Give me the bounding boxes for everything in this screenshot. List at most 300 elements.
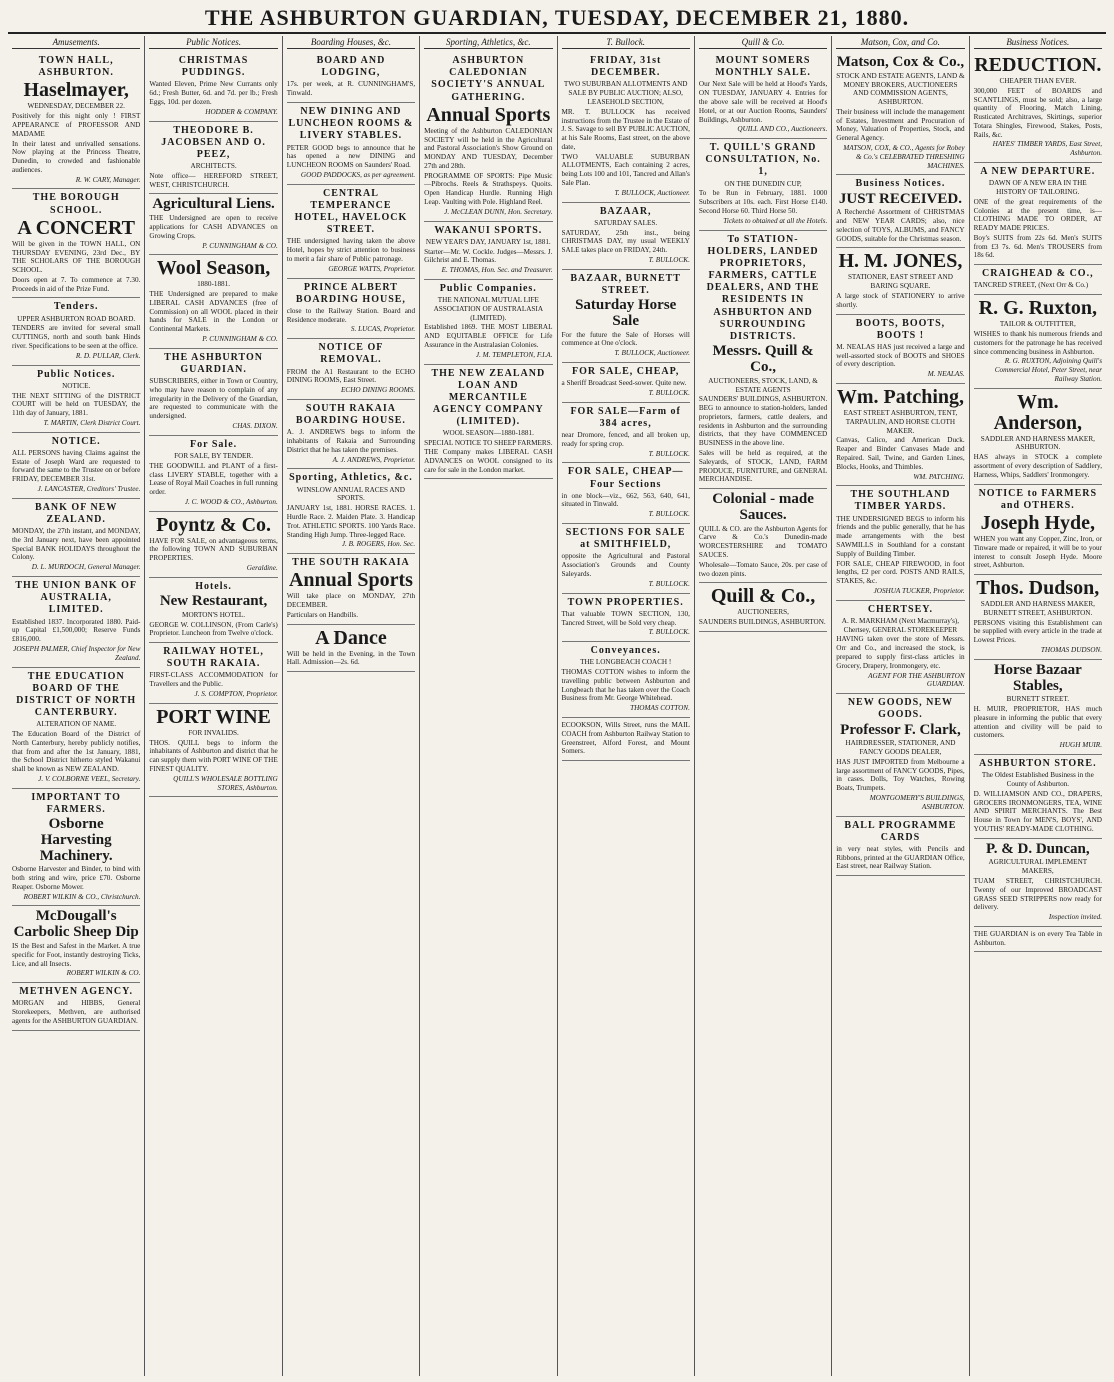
advertisement xyxy=(974,389,1102,485)
advertisement xyxy=(149,436,277,512)
ad-signature: ROBERT WILKIN & CO., Christchurch. xyxy=(23,892,141,901)
ad-signature: ECHO DINING ROOMS. xyxy=(341,386,416,395)
advertisement xyxy=(424,222,552,280)
ad-tail: Doors open at 7. To commence at 7.30. Proceeds in aid of the Prize Fund. xyxy=(12,275,141,293)
ad-title: BAZAAR, BURNETT STREET. xyxy=(570,272,681,296)
ad-signature: MATSON, COX, & CO., Agents for Robey & Co.'s CELEBRATED THRESHING MACHINES. xyxy=(843,144,965,170)
ad-signature: HAYES' TIMBER YARDS, East Street, Ashburton. xyxy=(992,140,1102,158)
ad-title: FOR SALE, CHEAP, xyxy=(572,365,680,377)
column-heading: T. Bullock. xyxy=(562,36,690,49)
ad-body: Our Next Sale will be held at Hood's Yards, ON TUESDAY, JANUARY 4. Entries for the above sale will be received at Hood's Hotel, or at our Auction Rooms, Saunders' Buildings, Ashburton. xyxy=(698,80,828,124)
ad-body: GEORGE W. COLLINSON, (From Carle's) Proprietor. Luncheon from Twelve o'clock. xyxy=(149,620,278,638)
ad-body: A Recherché Assortment of CHRISTMAS and NEW YEAR CARDS; also, nice selection of TOYS, ALBUMS, and FANCY GOODS, suitable for the Christmas season. xyxy=(836,208,965,243)
advertisement xyxy=(699,52,827,139)
advertisement xyxy=(287,400,415,470)
ad-body: ECOOKSON, Wills Street, runs the MAIL COACH from Ashburton Railway Station to Greenstreet, Alford Forest, and Mount Somers. xyxy=(561,720,690,756)
ad-body: WHEN you want any Copper, Zinc, Iron, or Tinware made or repaired, it will be to your interest to consult Joseph Hyde. Moore street, Ashburton. xyxy=(973,534,1102,570)
ad-display-heading: Horse Bazaar Stables, xyxy=(993,661,1082,694)
ad-signature: D. L. MURDOCH, General Manager. xyxy=(31,563,141,572)
ad-tail: TWO VALUABLE SUBURBAN ALLOTMENTS, Each containing 2 acres, being Lots 100 and 101, Tancred and Allan's Sale Plan. xyxy=(561,152,690,187)
advertisement xyxy=(149,512,277,578)
ad-display-heading: Thos. Dudson, xyxy=(976,577,1100,600)
ad-subheading: ARCHITECTS. xyxy=(190,162,237,171)
column-heading: Public Notices. xyxy=(149,36,277,49)
ad-body: HAS JUST IMPORTED from Melbourne a large assortment of FANCY GOODS, Pipes, in cases. Dolls, Toy Watches, Rowing Boats, Trumpets. xyxy=(836,757,965,793)
ad-title: TOWN PROPERTIES. xyxy=(567,596,684,608)
advertisement xyxy=(836,315,964,385)
ad-body: HAS always in STOCK a complete assortment of every description of Saddlery, Harness, Whips, Saddlers' Ironmongery. xyxy=(973,453,1102,479)
ad-body: A. J. ANDREWS begs to inform the inhabitants of Rakaia and Surrounding District that he has taken the premises. xyxy=(286,428,416,454)
advertisement xyxy=(424,365,552,480)
ad-signature: T. MARTIN, Clerk District Court. xyxy=(43,418,141,427)
ad-signature: R. D. PULLAR, Clerk. xyxy=(75,351,141,360)
ad-title: ASHBURTON STORE. xyxy=(979,757,1097,769)
ad-body: For the future the Sale of Horses will commence at One o'clock. xyxy=(561,330,690,348)
advertisement xyxy=(12,52,140,189)
advertisement xyxy=(287,103,415,185)
ad-title: SOUTH RAKAIA BOARDING HOUSE. xyxy=(295,402,406,427)
advertisement xyxy=(974,163,1102,265)
ad-display-heading: A Dance xyxy=(315,626,387,649)
advertisement xyxy=(699,583,827,632)
ad-subheading: SADDLER AND HARNESS MAKER, BURNETT STREET, ASHBURTON. xyxy=(980,600,1095,617)
ad-display-heading: Professor F. Clark, xyxy=(840,721,961,738)
ad-subheading: A. R. MARKHAM (Next Macmurray's), Chertsey, GENERAL STOREKEEPER xyxy=(841,616,960,634)
ad-body: in one block—viz., 662, 563, 640, 641, situated in Tinwald. xyxy=(561,491,690,509)
column-4 xyxy=(420,36,557,1376)
ad-body: ONE of the great requirements of the Colonies at the present time, is— CLOTHING MADE TO ORDER, AT READY MADE PRICES. xyxy=(973,197,1102,233)
ad-body: Will be held in the Evening, in the Town Hall. Admission—2s. 6d. xyxy=(286,649,416,667)
advertisement xyxy=(562,203,690,270)
ad-title: BOOTS, BOOTS, BOOTS ! xyxy=(855,317,946,341)
ad-body: THE undersigned having taken the above Hotel, hopes by strict attention to business to merit a fair share of Public patronage. xyxy=(286,237,416,263)
ad-body: Osborne Harvester and Binder, to bind with both string and wire, price £70. Osborne Reaper. Osborne Mower. xyxy=(12,865,141,891)
ad-signature: R. G. RUXTON, Adjoining Quill's Commercial Hotel, Peter Street, near Railway Station. xyxy=(994,357,1102,383)
ad-tail: In their latest and unrivalled sensations. Now playing at the Princess Theatre, Dunedin, to crowded and fashionable audiences. xyxy=(12,139,141,174)
ad-display-heading: Haselmayer, xyxy=(23,79,129,102)
ad-title: CRAIGHEAD & CO., xyxy=(982,268,1094,280)
ad-body: 300,000 FEET of BOARDS and SCANTLINGS, must be sold; also, a large quantity of Flooring, Match Lining, Rusticated Architraves, Skirtings, superior Totara Shingles, Firewood, Stakes, Posts, Rails, &c. xyxy=(973,86,1102,139)
ad-title: MOUNT SOMERS MONTHLY SALE. xyxy=(715,55,811,79)
ad-body: D. WILLIAMSON AND CO., DRAPERS, GROCERS IRONMONGERS, TEA, WINE AND SPIRIT MERCHANTS. The Best House in Town for MEN'S, BOYS', AND YOUTHS' READY-MADE CLOTHING. xyxy=(973,789,1102,833)
ad-signature: GEORGE WATTS, Proprietor. xyxy=(328,264,416,273)
ad-title: THE SOUTHLAND TIMBER YARDS. xyxy=(850,489,951,513)
advertisement xyxy=(836,52,964,175)
ad-body: SUBSCRIBERS, either in Town or Country, who may have reason to complain of any irregularity in the Delivery of the Guardian, are requested to communicate with the undersigned. xyxy=(149,377,278,421)
advertisement xyxy=(12,499,140,577)
ad-title: NOTICE. xyxy=(51,435,101,447)
ad-title: THEODORE B. JACOBSEN AND O. PEEZ, xyxy=(161,124,266,160)
ad-body: FROM the A1 Restaurant to the ECHO DINING ROOMS, East Street. xyxy=(286,367,416,385)
columns-container xyxy=(8,36,1106,1376)
ad-title: Hotels. xyxy=(195,580,232,592)
ad-body: JANUARY 1st, 1881. HORSE RACES. 1. Hurdle Race. 2. Maiden Plate. 3. Handicap Trot. ATHLETIC SPORTS. 100 Yards Race. Standing High Jump. Three-legged Race. xyxy=(286,504,416,539)
ad-subheading: WOOL SEASON—1880-1881. xyxy=(442,429,534,438)
ad-display-heading: Quill & Co., xyxy=(710,585,816,608)
ad-subheading: NEW YEAR'S DAY, JANUARY 1st, 1881. xyxy=(425,237,551,246)
ad-display-heading: P. & D. Duncan, xyxy=(985,840,1090,857)
ad-title: A NEW DEPARTURE. xyxy=(980,166,1096,178)
advertisement xyxy=(836,486,964,600)
advertisement xyxy=(12,906,140,983)
advertisement xyxy=(287,279,415,340)
advertisement xyxy=(974,485,1102,576)
advertisement xyxy=(974,575,1102,660)
advertisement xyxy=(974,265,1102,295)
advertisement xyxy=(562,594,690,643)
ad-subheading: SATURDAY SALES. xyxy=(594,218,658,227)
advertisement xyxy=(699,489,827,583)
ad-body: TANCRED STREET, (Next Orr & Co.) xyxy=(973,281,1089,290)
ad-signature: HODDER & COMPANY. xyxy=(205,107,278,116)
ad-title: THE ASHBURTON GUARDIAN. xyxy=(164,351,263,375)
ad-display-heading: Osborne Harvesting Machinery. xyxy=(39,816,113,864)
ad-title: Public Companies. xyxy=(439,282,537,294)
ad-signature: HUGH MUIR. xyxy=(1059,741,1102,750)
ad-display-heading: Joseph Hyde, xyxy=(980,511,1096,534)
ad-signature: T. BULLOCK. xyxy=(648,579,690,588)
ad-title: Public Notices. xyxy=(37,368,116,380)
ad-tail: Boy's SUITS from 22s 6d. Men's SUITS from £3 7s. 6d. Men's TROUSERS from 18s 6d. xyxy=(973,233,1102,260)
ad-signature: J. M. TEMPLETON, F.I.A. xyxy=(475,350,553,359)
advertisement xyxy=(287,554,415,625)
ad-body: 17s. per week, at R. CUNNINGHAM'S, Tinwald. xyxy=(286,80,416,98)
ad-title: ASHBURTON CALEDONIAN SOCIETY'S ANNUAL GATHERING. xyxy=(431,55,546,103)
ad-title: THE SOUTH RAKAIA xyxy=(292,557,410,569)
ad-title: CENTRAL TEMPERANCE HOTEL, HAVELOCK STREET. xyxy=(294,187,408,236)
ad-body: TUAM STREET, CHRISTCHURCH. Twenty of our Improved BROADCAST GRASS SEED STRIPPERS now ready for delivery. xyxy=(973,876,1102,912)
ad-display-heading: JUST RECEIVED. xyxy=(838,190,962,207)
ad-display-heading: Annual Sports xyxy=(426,103,551,126)
ad-body: THE Undersigned are open to receive applications for CASH ADVANCES on Growing Crops. xyxy=(149,214,278,240)
ad-title: Sporting, Athletics, &c. xyxy=(289,472,413,484)
ad-signature: P. CUNNINGHAM & CO. xyxy=(202,334,278,343)
ad-title: BALL PROGRAMME CARDS xyxy=(844,819,957,843)
ad-subheading: STOCK AND ESTATE AGENTS, LAND & MONEY BROKERS, AUCTIONEERS AND COMMISSION AGENTS, ASHBURTON. xyxy=(836,71,965,107)
column-7 xyxy=(832,36,969,1376)
ad-body: THE NEXT SITTING of the DISTRICT COURT will be held on TUESDAY, the 11th day of January, 1881. xyxy=(12,391,141,418)
ad-body: To be Run in February, 1881. 1000 Subscribers at 10s. each. First Horse £140. Second Horse 60. Third Horse 50. xyxy=(698,189,828,215)
advertisement xyxy=(12,668,140,789)
advertisement xyxy=(287,185,415,279)
ad-signature: T. BULLOCK. xyxy=(648,388,690,397)
ad-body: Wanted Eleven, Prime New Currants only 6d.; Fresh Butter, 6d. and 7d. per lb.; Fresh Eggs, 10d. per dozen. xyxy=(149,80,278,106)
advertisement xyxy=(562,463,690,524)
ad-title: Conveyances. xyxy=(590,645,661,657)
ad-body: MONDAY, the 27th instant, and MONDAY, the 3rd January next, have been appointed Special BANK HOLIDAYS throughout the Colony. xyxy=(12,527,141,562)
ad-signature: Tickets to obtained at all the Hotels. xyxy=(723,216,828,225)
ad-body: THE UNDERSIGNED BEGS to inform his friends and the public generally, that he has made arrangements with the best SAWMILLS in Southland for a constant Supply of Building Timber. xyxy=(836,514,965,558)
advertisement xyxy=(149,194,277,255)
ad-signature: T. BULLOCK, Auctioneer. xyxy=(614,349,690,358)
ad-subheading: AGRICULTURAL IMPLEMENT MAKERS, xyxy=(988,858,1088,876)
ad-signature: T. BULLOCK. xyxy=(648,449,690,458)
ad-signature: S. LUCAS, Proprietor. xyxy=(350,325,416,334)
advertisement xyxy=(562,718,690,761)
advertisement xyxy=(12,577,140,667)
advertisement xyxy=(424,280,552,365)
ad-body: Will take place on MONDAY, 27th DECEMBER. xyxy=(286,592,416,610)
advertisement xyxy=(836,384,964,486)
ad-subheading: AUCTIONEERS, STOCK, LAND, & ESTATE AGENTS xyxy=(708,376,818,394)
advertisement xyxy=(12,983,140,1031)
ad-body: HAVING taken over the store of Messrs. Orr and Co., and increased the stock, is prepared to supply first-class articles in Grocery, Drapery, Ironmongery, etc. xyxy=(836,635,965,670)
advertisement xyxy=(974,52,1102,163)
column-8 xyxy=(970,36,1106,1376)
ad-title: BANK OF NEW ZEALAND. xyxy=(35,501,118,525)
ad-subheading: The Oldest Established Business in the County of Ashburton. xyxy=(981,771,1094,788)
ad-body: QUILL & CO. are the Ashburton Agents for Carve & Co.'s Dunedin-made WORCESTERSHIRE and TOMATO SAUCES. xyxy=(698,524,828,559)
ad-display-heading: Wool Season, xyxy=(156,257,271,280)
ad-subheading: STATIONER, EAST STREET AND BARING SQUARE. xyxy=(847,273,953,291)
ad-title: IMPORTANT TO FARMERS. xyxy=(31,791,121,815)
ad-title: To STATION-HOLDERS, LANDED PROPRIETORS, FARMERS, CATTLE DEALERS, AND THE RESIDENTS IN ASHBURTON AND SURROUNDING DISTRICTS. xyxy=(706,233,820,343)
ad-title: NOTICE OF REMOVAL. xyxy=(318,342,384,366)
ad-display-heading: A CONCERT xyxy=(17,216,136,239)
ad-display-heading: PORT WINE xyxy=(156,705,271,728)
ad-title: THE NEW ZEALAND LOAN AND MERCANTILE AGENCY COMPANY (LIMITED). xyxy=(431,367,546,428)
advertisement xyxy=(287,469,415,554)
ad-signature: QUILL'S WHOLESALE BOTTLING STORES, Ashburton. xyxy=(173,774,278,792)
advertisement xyxy=(149,52,277,122)
ad-signature: J. McCLEAN DUNN, Hon. Secretary. xyxy=(444,207,553,216)
ad-body: Will be given in the TOWN HALL, ON THURSDAY EVENING, 23rd Dec., BY THE SCHOLARS OF THE BOROUGH SCHOOL. xyxy=(12,239,141,275)
advertisement xyxy=(974,839,1102,927)
ad-body: PETER GOOD begs to announce that he has opened a new DINING and LUNCHEON ROOMS on Saunders' Road. xyxy=(286,143,416,170)
ad-title: T. QUILL'S GRAND CONSULTATION, No. 1, xyxy=(705,142,821,178)
ad-title: FRIDAY, 31st DECEMBER. xyxy=(590,55,662,79)
ad-subheading: THE NATIONAL MUTUAL LIFE ASSOCIATION OF AUSTRALASIA (LIMITED). xyxy=(433,296,544,322)
ad-body: a Sheriff Broadcast Seed-sower. Quite new. xyxy=(561,379,687,388)
ad-subheading: EAST STREET ASHBURTON, TENT, TARPAULIN, AND HORSE CLOTH MAKER. xyxy=(843,409,958,435)
ad-display-heading: Poyntz & Co. xyxy=(156,513,272,536)
ad-signature: AGENT FOR THE ASHBURTON GUARDIAN. xyxy=(868,671,965,689)
ad-title: NEW DINING AND LUNCHEON ROOMS & LIVERY STABLES. xyxy=(288,105,414,142)
ad-body: Meeting of the Ashburton CALEDONIAN SOCIETY will be held in the Agricultural and Pastoral Association's Show Ground on MONDAY AND TUESDAY, December 27th and 28th. xyxy=(424,126,553,170)
ad-display-heading: Wm. Anderson, xyxy=(993,390,1082,434)
ad-signature: JOSHUA TUCKER, Proprietor. xyxy=(873,586,965,595)
advertisement xyxy=(974,755,1102,839)
ad-signature: ROBERT WILKIN & CO. xyxy=(66,969,141,978)
ad-subheading: AUCTIONEERS, xyxy=(737,608,789,617)
ad-title: CHRISTMAS PUDDINGS. xyxy=(178,55,249,79)
ad-title: NOTICE to FARMERS and OTHERS. xyxy=(978,487,1098,511)
ad-subheading: SADDLER AND HARNESS MAKER, ASHBURTON. xyxy=(980,434,1095,452)
ad-subheading: NOTICE. xyxy=(62,381,91,390)
ad-body: near Dromore, fenced, and all broken up, ready for spring crop. xyxy=(561,430,690,448)
ad-display-heading: New Restaurant, xyxy=(159,593,268,609)
ad-display-heading: REDUCTION. xyxy=(974,54,1102,76)
column-6 xyxy=(695,36,832,1376)
advertisement xyxy=(287,339,415,400)
ad-body: HAVE FOR SALE, on advantageous terms, the following TOWN AND SUBURBAN PROPERTIES. xyxy=(149,536,278,563)
advertisement xyxy=(699,231,827,490)
column-heading: Matson, Cox, and Co. xyxy=(836,36,964,49)
ad-title: CHERTSEY. xyxy=(867,603,934,615)
ad-body: A large stock of STATIONERY to arrive shortly. xyxy=(836,291,965,309)
ad-signature: T. BULLOCK. xyxy=(648,510,690,519)
advertisement xyxy=(287,625,415,673)
ad-body: Established 1869. THE MOST LIBERAL AND EQUITABLE OFFICE for Life Assurance in the Australasian Colonies. xyxy=(424,323,553,349)
ad-body: SATURDAY, 25th inst., being CHRISTMAS DAY, my usual WEEKLY SALE takes place on FRIDAY, 24th. xyxy=(561,228,690,255)
ad-body: Positively for this night only ! FIRST APPEARANCE of PROFESSOR AND MADAME xyxy=(12,112,141,138)
ad-title: Tenders. xyxy=(53,301,99,313)
ad-body: SAUNDERS' BUILDINGS, ASHBURTON. BEG to announce to station-holders, landed proprietors, farmers, cattle dealers, and residents in Ashburton and the surrounding districts, that they have COMMENCED BUSINESS in the above line. xyxy=(698,395,828,448)
ad-body: MR. T. BULLOCK has received instructions from the Trustee in the Estate of J. S. Savage to sell BY PUBLIC AUCTION, at his Sale Rooms, East street, on the above date, xyxy=(561,107,690,151)
advertisement xyxy=(12,366,140,433)
ad-subheading: UPPER ASHBURTON ROAD BOARD. xyxy=(17,314,136,323)
advertisement xyxy=(562,403,690,464)
advertisement xyxy=(12,433,140,499)
ad-subheading: DAWN OF A NEW ERA IN THE HISTORY OF TAILORING. xyxy=(988,179,1087,196)
ad-display-heading: McDougall's Carbolic Sheep Dip xyxy=(13,908,139,941)
ad-body: That valuable TOWN SECTION, 130, Tancred Street, will be Sold very cheap. xyxy=(561,609,690,627)
ad-title: SECTIONS FOR SALE at SMITHFIELD, xyxy=(565,527,686,551)
ad-signature: J. C. WOOD & CO., Ashburton. xyxy=(184,497,278,506)
ad-tail: PROGRAMME OF SPORTS: Pipe Music—Pibrochs. Reels & Strathspeys. Quoits. Open Handicap Hurdle. Running High Leap. Vaulting with Pole. Highland Reel. xyxy=(424,171,553,206)
ad-body: THOMAS COTTON wishes to inform the travelling public between Ashburton and Longbeach that he has taken over the Coach Business from Mr. George Whitehead. xyxy=(561,668,690,703)
ad-signature: T. BULLOCK, Auctioneer. xyxy=(614,188,690,197)
advertisement xyxy=(12,298,140,365)
ad-body: Note office— HEREFORD STREET, WEST, CHRISTCHURCH. xyxy=(149,171,278,189)
column-heading: Quill & Co. xyxy=(699,36,827,49)
ad-body: Canvas, Calico, and American Duck. Reaper and Binder Canvases Made and Repaired. Sail, Twine, and Garden Lines, Blocks, Hooks, and Thimbles. xyxy=(836,436,965,471)
ad-body: THE GUARDIAN is on every Tea Table in Ashburton. xyxy=(973,929,1102,947)
ad-title: METHVEN AGENCY. xyxy=(19,986,133,998)
ad-display-heading: Saturday Horse Sale xyxy=(575,297,677,329)
ad-body: The Education Board of the District of North Canterbury, hereby publicly notifies, that from and after the 1st January, 1881, the School District hitherto styled Wakanui shall be known as NEW ZEALAND. xyxy=(12,730,141,774)
ad-body: opposite the Agricultural and Pastoral Association's Grounds and County Saleyards. xyxy=(561,552,690,578)
ad-title: THE EDUCATION BOARD OF THE DISTRICT OF NORTH CANTERBURY. xyxy=(16,670,137,719)
ad-subheading: BURNETT STREET. xyxy=(1006,695,1070,704)
ad-tail: Particulars on Handbills. xyxy=(286,610,359,619)
ad-signature: T. BULLOCK. xyxy=(648,628,690,637)
ad-signature: THOMAS COTTON. xyxy=(630,704,690,713)
advertisement xyxy=(12,789,140,907)
ad-subheading: WEDNESDAY, DECEMBER 22. xyxy=(27,102,125,111)
column-heading: Amusements. xyxy=(12,36,140,49)
ad-signature: GOOD PADDOCKS, as per agreement. xyxy=(300,170,416,179)
advertisement xyxy=(424,52,552,222)
advertisement xyxy=(149,122,277,195)
ad-signature: A. J. ANDREWS, Proprietor. xyxy=(332,455,416,464)
advertisement xyxy=(562,363,690,403)
column-1 xyxy=(8,36,145,1376)
ad-signature: Inspection invited. xyxy=(1048,913,1102,922)
ad-body: TENDERS are invited for several small CUTTINGS, north and south bank Hinds river. Specifications to be seen at the office. xyxy=(12,324,141,350)
ad-body: in very neat styles, with Pencils and Ribbons, printed at the GUARDIAN Office, East street, near Railway Station. xyxy=(836,844,965,871)
ad-subheading: FOR INVALIDS. xyxy=(188,728,239,737)
ad-signature: MONTGOMERY'S BUILDINGS, ASHBURTON. xyxy=(869,793,965,811)
advertisement xyxy=(974,660,1102,755)
ad-signature: J. V. COLBORNE VEEL, Secretary. xyxy=(38,774,141,783)
advertisement xyxy=(149,704,277,797)
ad-tail: Wholesale—Tomato Sauce, 20s. per case of two dozen pints. xyxy=(698,560,828,578)
ad-display-heading: Matson, Cox & Co., xyxy=(836,54,965,70)
ad-body: close to the Railway Station. Board and Residence moderate. xyxy=(286,306,416,324)
column-2 xyxy=(145,36,282,1376)
ad-tail: Sales will be held as required, at the Saleyards, of STOCK, LAND, FARM PRODUCE, FURNITURE, and GENERAL MERCHANDISE. xyxy=(698,448,828,484)
advertisement xyxy=(149,578,277,643)
advertisement xyxy=(562,642,690,718)
ad-subheading: FOR SALE, BY TENDER. xyxy=(174,452,253,460)
ad-signature: J. LANCASTER, Creditors' Trustee. xyxy=(37,484,141,493)
advertisement xyxy=(287,52,415,103)
advertisement xyxy=(836,248,964,314)
ad-display-heading: Agricultural Liens. xyxy=(152,196,275,213)
ad-title: FOR SALE—Farm of 384 acres, xyxy=(570,405,681,429)
advertisement xyxy=(836,601,964,694)
ad-body: PERSONS visiting this Establishment can be supplied with every article in the trade at Lowest Prices. xyxy=(973,618,1102,645)
ad-title: TOWN HALL, ASHBURTON. xyxy=(38,55,114,79)
ad-signature: M. NEALAS. xyxy=(927,370,965,379)
ad-display-heading: R. G. Ruxton, xyxy=(978,297,1097,320)
advertisement xyxy=(149,349,277,436)
ad-body: MORGAN and HIBBS, General Storekeepers, Methven, are authorised agents for the ASHBURTON GUARDIAN. xyxy=(12,999,141,1025)
ad-display-heading: H. M. JONES, xyxy=(838,250,963,273)
advertisement xyxy=(149,643,277,704)
ad-body: H. MUIR, PROPRIETOR, HAS much pleasure in informing the public that every attention and civility will be paid to customers. xyxy=(973,705,1102,740)
ad-body: IS the Best and Safest in the Market. A true specific for Foot, instantly destroying Ticks, Lice, and all Insects. xyxy=(12,941,141,968)
ad-signature: JOSEPH PALMER, Chief Inspector for New Zealand. xyxy=(13,644,141,662)
ad-title: NEW GOODS, NEW GOODS. xyxy=(847,697,954,721)
ad-title: THE BOROUGH SCHOOL. xyxy=(32,192,120,216)
ad-body: Their business will include the management of Estates, Investment and Procuration of Money, Valuation of Properties, Stock, and General Agency. xyxy=(836,107,965,143)
ad-body: THE GOODWILL and PLANT of a first-class LIVERY STABLE, together with a Lease of Royal Mail Coaches in full running order. xyxy=(149,461,278,497)
advertisement xyxy=(562,52,690,203)
ad-subheading: ALTERATION OF NAME. xyxy=(36,720,117,729)
advertisement xyxy=(974,927,1102,953)
ad-subheading: 1880-1881. xyxy=(197,280,231,289)
ad-body: Established 1837. Incorporated 1880. Paid-up Capital £1,500,000; Reserve Funds £816,000. xyxy=(12,617,141,644)
advertisement xyxy=(562,524,690,594)
column-heading: Sporting, Athletics, &c. xyxy=(424,36,552,49)
advertisement xyxy=(836,817,964,877)
ad-subheading: TWO SUBURBAN ALLOTMENTS AND SALE BY PUBLIC AUCTION; ALSO, LEASEHOLD SECTION, xyxy=(563,80,688,106)
ad-signature: E. THOMAS, Hon. Sec. and Treasurer. xyxy=(441,266,553,275)
ad-signature: J. B. ROGERS, Hon. Sec. xyxy=(341,540,416,549)
ad-title: BAZAAR, xyxy=(599,205,652,217)
ad-body: FIRST-CLASS ACCOMMODATION for Travellers and the Public. xyxy=(149,671,278,689)
advertisement xyxy=(149,255,277,348)
ad-tail: FOR SALE, CHEAP FIREWOOD, in foot lengths, £2 per cord. POSTS AND RAILS, STAKES, &c. xyxy=(836,559,965,586)
ad-signature: Geraldine. xyxy=(246,564,278,573)
advertisement xyxy=(836,175,964,248)
ad-display-heading: Messrs. Quill & Co., xyxy=(712,343,814,375)
ad-subheading: THE LONGBEACH COACH ! xyxy=(580,658,672,667)
ad-display-heading: Colonial - made Sauces. xyxy=(712,491,814,523)
ad-signature: QUILL AND CO., Auctioneers. xyxy=(737,125,828,134)
ad-title: WAKANUI SPORTS. xyxy=(434,224,543,236)
advertisement xyxy=(562,270,690,363)
ad-body: ALL PERSONS having Claims against the Estate of Joseph Ward are requested to forward the same to the Trustee on or before FRIDAY, DECEMBER 31st. xyxy=(12,448,141,484)
ad-signature: J. S. COMPTON, Proprietor. xyxy=(194,690,278,699)
ad-signature: P. CUNNINGHAM & CO. xyxy=(202,241,278,250)
advertisement xyxy=(974,295,1102,388)
ad-body: SAUNDERS BUILDINGS, ASHBURTON. xyxy=(698,618,826,627)
ad-subheading: ON THE DUNEDIN CUP, xyxy=(724,179,802,188)
ad-signature: WM. PATCHING. xyxy=(913,472,965,481)
ad-title: PRINCE ALBERT BOARDING HOUSE, xyxy=(295,281,406,305)
ad-signature: R. W. CARY, Manager. xyxy=(75,175,141,184)
ad-body: WISHES to thank his numerous friends and customers for the patronage he has received since commencing business in Ashburton. xyxy=(973,330,1102,356)
ad-subheading: WINSLOW ANNUAL RACES AND SPORTS. xyxy=(296,485,405,503)
ad-body: THE Undersigned are prepared to make LIBERAL CASH ADVANCES (free of Commission) on all WOOL placed in their hands for SALE in the London or Continental Markets. xyxy=(149,290,278,334)
ad-title: For Sale. xyxy=(189,438,238,450)
ad-body: THOS. QUILL begs to inform the inhabitants of Ashburton and district that he can supply them with PORT WINE OF THE FINEST QUALITY. xyxy=(149,738,278,773)
ad-body: M. NEALAS HAS just received a large and well-assorted stock of BOOTS and SHOES of every description. xyxy=(836,342,965,369)
ad-subheading: CHEAPER THAN EVER. xyxy=(999,77,1077,85)
